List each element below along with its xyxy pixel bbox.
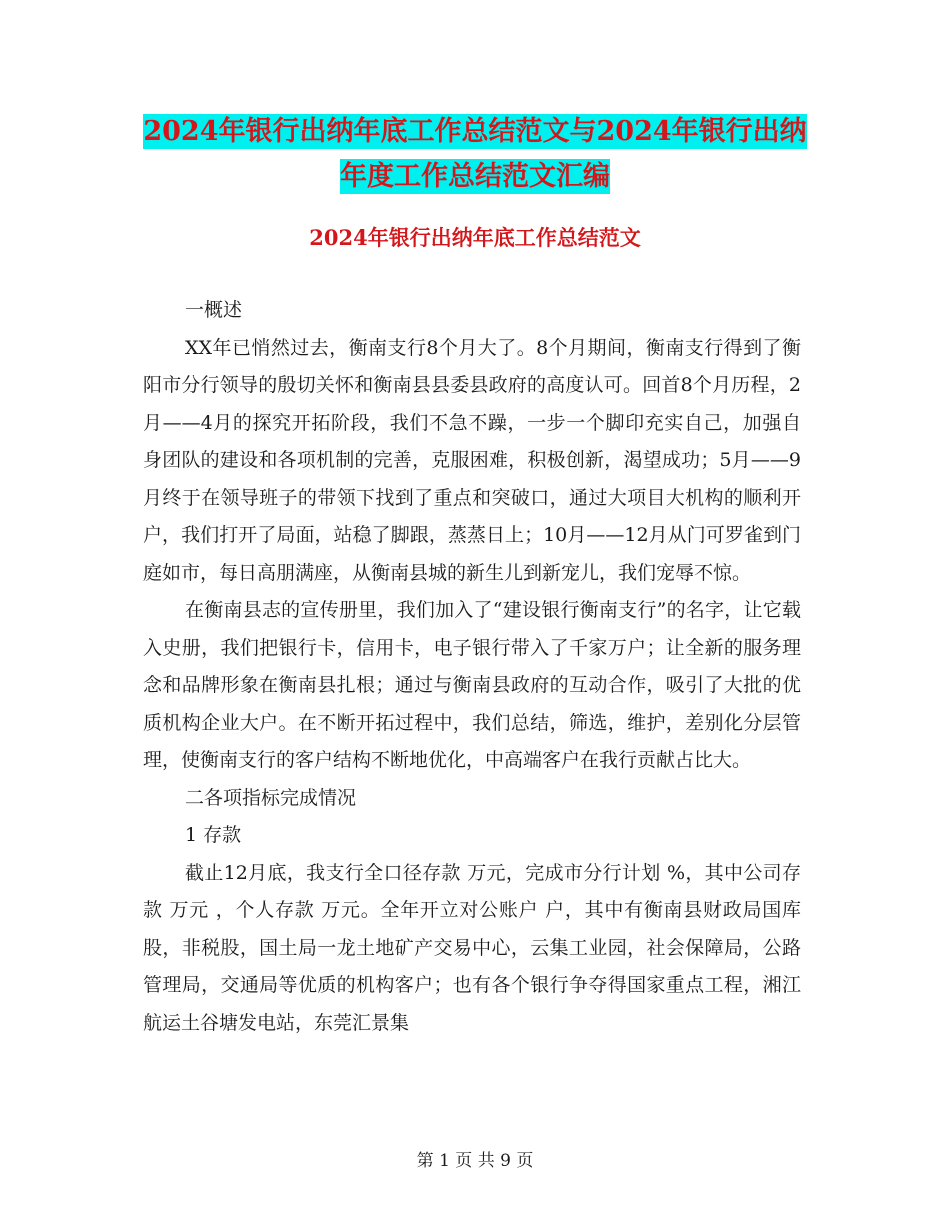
paragraph-overview: XX年已悄然过去，衡南支行8个月大了。8个月期间，衡南支行得到了衡阳市分行领导的殷切关怀和衡南县县委县政府的高度认可。回首8个月历程，2月——4月的探究开拓阶段，我们不急不躁，一步一个脚印充实自己，加强自身团队的建设和各项机制的完善，克服困难，积极创新，渴望成功；5月——9月终于在领导班子的带领下找到了重点和突破口，通过大项目大机构的顺利开户，我们打开了局面，站稳了脚跟，蒸蒸日上；10月——12月从门可罗雀到门庭如市，每日高朋满座，从衡南县城的新生儿到新宠儿，我们宠辱不惊。: [143, 336, 801, 584]
document-title-line-2: [0, 155, 950, 199]
section-heading-indicators: 二各项指标完成情况: [185, 786, 357, 809]
section-heading-overview: 一概述: [185, 299, 243, 321]
paragraph-promotion: 在衡南县志的宣传册里，我们加入了“建设银行衡南支行”的名字，让它载入史册，我们把银行卡，信用卡，电子银行带入了千家万户；让全新的服务理念和品牌形象在衡南县扎根；通过与衡南县政府的互动合作，吸引了大批的优质机构企业大户。在不断开拓过程中，我们总结，筛选，维护，差别化分层管理，使衡南支行的客户结构不断地优化，中高端客户在我行贡献占比大。: [143, 599, 801, 771]
section-title: 2024年银行出纳年底工作总结范文: [309, 225, 641, 250]
document-title-line-1: [0, 110, 950, 154]
paragraph-deposits: 截止12月底，我支行全口径存款 万元，完成市分行计划 %，其中公司存款 万元 ，个人存款 万元。全年开立对公账户 户，其中有衡南县财政局国库股，非税股，国土局一龙土地矿产交易中心，云集工业园，社会保障局，公路管理局，交通局等优质的机构客户；也有各个银行争夺得国家重点工程，湘江航运土谷塘发电站，东莞汇景集: [143, 861, 801, 1034]
subheading-deposits: 1 存款: [185, 824, 242, 846]
document-body: [143, 292, 801, 1042]
page-number-footer: 第 1 页 共 9 页: [416, 1151, 534, 1171]
title-highlight: 2024年银行出纳年底工作总结范文与2024年银行出纳: [143, 116, 807, 147]
title-highlight: 年度工作总结范文汇编: [340, 161, 610, 192]
